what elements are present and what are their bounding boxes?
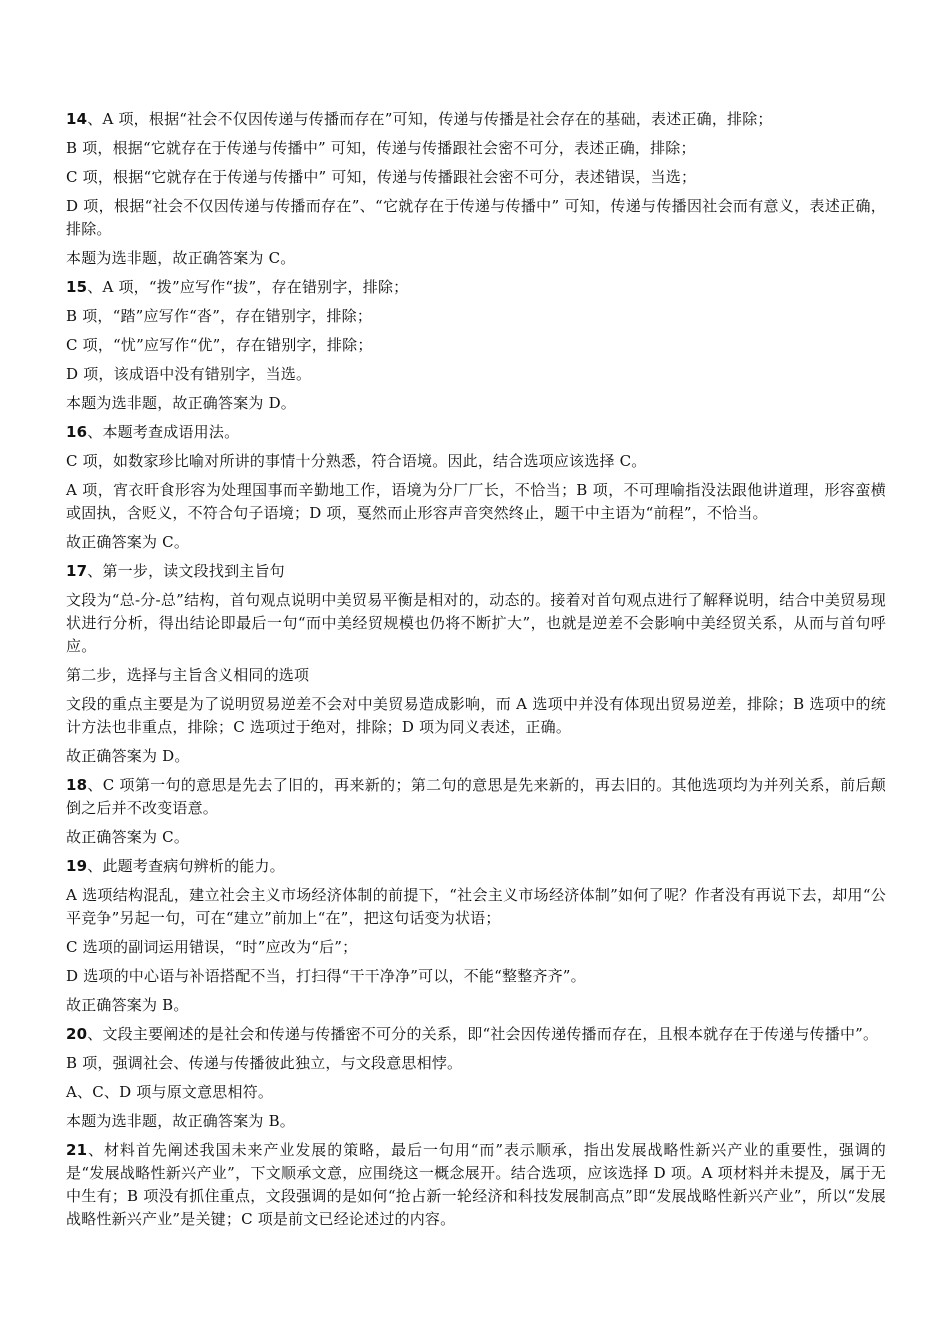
explanation-text: A 选项结构混乱，建立社会主义市场经济体制的前提下，“社会主义市场经济体制”如何了呢？作者没有再说下去，却用“公平竞争”另起一句，可在“建立”前加上“在”，把这句话变为状语； bbox=[66, 886, 886, 927]
explanation-text: 本题为选非题，故正确答案为 C。 bbox=[66, 249, 296, 267]
explanation-line bbox=[66, 826, 886, 849]
explanation-line bbox=[66, 305, 886, 328]
explanation-text: 故正确答案为 C。 bbox=[66, 533, 190, 551]
explanation-text: B 项，强调社会、传递与传播彼此独立，与文段意思相悖。 bbox=[66, 1054, 463, 1072]
explanation-line bbox=[66, 1110, 886, 1133]
explanation-line bbox=[66, 884, 886, 930]
explanation-line bbox=[66, 936, 886, 959]
explanation-line bbox=[66, 693, 886, 739]
explanation-text: 文段的重点主要是为了说明贸易逆差不会对中美贸易造成影响，而 A 选项中并没有体现出贸易逆差，排除；B 选项中的统计方法也非重点，排除；C 选项过于绝对，排除；D 项为同义表述，正确。 bbox=[66, 695, 886, 736]
explanation-text: 、A 项，根据“社会不仅因传递与传播而存在”可知，传递与传播是社会存在的基础，表述正确，排除； bbox=[87, 110, 773, 128]
explanation-text: 、此题考查病句辨析的能力。 bbox=[87, 857, 285, 875]
question-explanation-15 bbox=[66, 276, 886, 299]
answer-explanations bbox=[66, 108, 886, 1237]
question-explanation-16 bbox=[66, 421, 886, 444]
explanation-line bbox=[66, 195, 886, 241]
explanation-line bbox=[66, 1081, 886, 1104]
explanation-text: 故正确答案为 C。 bbox=[66, 828, 190, 846]
explanation-text: 、C 项第一句的意思是先去了旧的，再来新的；第二句的意思是先来新的，再去旧的。其他选项均为并列关系，前后颠倒之后并不改变语意。 bbox=[66, 776, 886, 817]
explanation-line bbox=[66, 479, 886, 525]
question-explanation-14 bbox=[66, 108, 886, 131]
explanation-text: 文段为“总-分-总”结构，首句观点说明中美贸易平衡是相对的，动态的。接着对首句观点进行了解释说明，结合中美贸易现状进行分析，得出结论即最后一句“而中美经贸规模也仍将不断扩大”，也就是逆差不会影响中美经贸关系，从而与首句呼应。 bbox=[66, 591, 886, 655]
explanation-line bbox=[66, 137, 886, 160]
question-explanation-21 bbox=[66, 1139, 886, 1231]
explanation-line bbox=[66, 392, 886, 415]
explanation-line bbox=[66, 1052, 886, 1075]
explanation-line bbox=[66, 664, 886, 687]
explanation-text: 第二步，选择与主旨含义相同的选项 bbox=[66, 666, 310, 684]
explanation-text: B 项，根据“它就存在于传递与传播中” 可知，传递与传播跟社会密不可分，表述正确，排除； bbox=[66, 139, 696, 157]
explanation-text: 故正确答案为 B。 bbox=[66, 996, 189, 1014]
explanation-text: D 选项的中心语与补语搭配不当，打扫得“干干净净”可以，不能“整整齐齐”。 bbox=[66, 967, 586, 985]
explanation-text: C 选项的副词运用错误，“时”应改为“后”； bbox=[66, 938, 358, 956]
question-number: 18 bbox=[66, 776, 88, 794]
explanation-text: 、材料首先阐述我国未来产业发展的策略，最后一句用“而”表示顺承，指出发展战略性新兴产业的重要性，强调的是“发展战略性新兴产业”，下文顺承文意，应围绕这一概念展开。结合选项，应该选择 D 项。A 项材料并未提及，属于无中生有；B 项没有抓住重点，文段强调的是如何“抢占新一轮经济和科技发展制高点”即“发展战略性新兴产业”，所以“发展战略性新兴产业”是关键；C 项是前文已经论述过的内容。 bbox=[66, 1141, 886, 1228]
explanation-text: 、A 项，“拨”应写作“拔”，存在错别字，排除； bbox=[87, 278, 409, 296]
explanation-line bbox=[66, 965, 886, 988]
explanation-text: 故正确答案为 D。 bbox=[66, 747, 190, 765]
explanation-text: C 项，“忧”应写作“优”，存在错别字，排除； bbox=[66, 336, 373, 354]
question-number: 17 bbox=[66, 562, 88, 580]
explanation-text: A、C、D 项与原文意思相符。 bbox=[66, 1083, 274, 1101]
explanation-text: 、文段主要阐述的是社会和传递与传播密不可分的关系，即“社会因传递传播而存在，且根本就存在于传递与传播中”。 bbox=[87, 1025, 879, 1043]
explanation-text: B 项，“踏”应写作“沓”，存在错别字，排除； bbox=[66, 307, 373, 325]
explanation-line bbox=[66, 745, 886, 768]
explanation-text: A 项，宵衣旰食形容为处理国事而辛勤地工作，语境为分厂厂长，不恰当；B 项，不可理喻指没法跟他讲道理，形容蛮横或固执，含贬义，不符合句子语境；D 项，戛然而止形容声音突然终止，题干中主语为“前程”，不恰当。 bbox=[66, 481, 886, 522]
explanation-line bbox=[66, 334, 886, 357]
explanation-text: D 项，该成语中没有错别字，当选。 bbox=[66, 365, 312, 383]
explanation-text: 本题为选非题，故正确答案为 B。 bbox=[66, 1112, 295, 1130]
question-number: 14 bbox=[66, 110, 88, 128]
question-explanation-19 bbox=[66, 855, 886, 878]
question-number: 15 bbox=[66, 278, 88, 296]
explanation-text: C 项，根据“它就存在于传递与传播中” 可知，传递与传播跟社会密不可分，表述错误，当选； bbox=[66, 168, 697, 186]
explanation-text: 、本题考查成语用法。 bbox=[87, 423, 240, 441]
explanation-line bbox=[66, 363, 886, 386]
question-number: 16 bbox=[66, 423, 88, 441]
question-explanation-20 bbox=[66, 1023, 886, 1046]
explanation-line bbox=[66, 589, 886, 658]
explanation-line bbox=[66, 450, 886, 473]
explanation-line bbox=[66, 994, 886, 1017]
question-number: 19 bbox=[66, 857, 88, 875]
question-number: 20 bbox=[66, 1025, 88, 1043]
explanation-text: 、第一步，读文段找到主旨句 bbox=[87, 562, 285, 580]
explanation-text: 本题为选非题，故正确答案为 D。 bbox=[66, 394, 296, 412]
explanation-text: C 项，如数家珍比喻对所讲的事情十分熟悉，符合语境。因此，结合选项应该选择 C。 bbox=[66, 452, 647, 470]
question-explanation-17 bbox=[66, 560, 886, 583]
explanation-line bbox=[66, 531, 886, 554]
question-explanation-18 bbox=[66, 774, 886, 820]
question-number: 21 bbox=[66, 1141, 88, 1159]
explanation-line bbox=[66, 166, 886, 189]
explanation-text: D 项，根据“社会不仅因传递与传播而存在”、“它就存在于传递与传播中” 可知，传递与传播因社会而有意义，表述正确，排除。 bbox=[66, 197, 886, 238]
explanation-line bbox=[66, 247, 886, 270]
